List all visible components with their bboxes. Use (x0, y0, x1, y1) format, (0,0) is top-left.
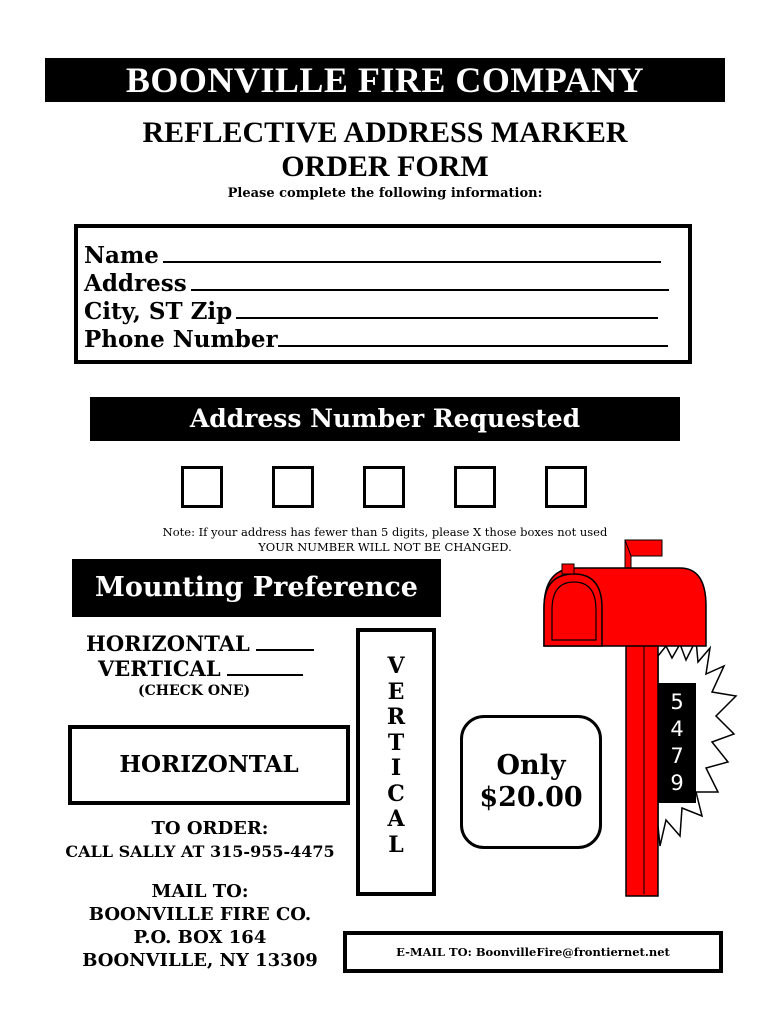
vertical-option-label: VERTICAL (98, 656, 221, 681)
mail-po-box: P.O. BOX 164 (133, 927, 267, 948)
price-only: Only (496, 750, 566, 781)
form-title-line1: REFLECTIVE ADDRESS MARKER (142, 116, 628, 149)
mailbox-post (626, 640, 658, 896)
phone-field[interactable] (278, 327, 668, 347)
vertical-letter: V (387, 653, 405, 679)
sample-digit: 9 (670, 771, 684, 795)
horizontal-sample: HORIZONTAL (68, 725, 350, 805)
check-one-note: (CHECK ONE) (138, 683, 251, 699)
digits-note-warning: YOUR NUMBER WILL NOT BE CHANGED. (258, 540, 512, 554)
sample-digit: 7 (670, 744, 684, 768)
address-row (84, 270, 688, 298)
vertical-letter: C (387, 780, 405, 807)
address-field[interactable] (191, 271, 669, 291)
sample-digit: 4 (670, 717, 684, 741)
digit-box-2[interactable] (272, 466, 314, 508)
name-label: Name (84, 242, 159, 269)
mail-name: BOONVILLE FIRE CO. (88, 904, 312, 925)
vertical-option (98, 656, 303, 681)
sample-digit: 5 (670, 690, 684, 714)
city-field[interactable] (236, 299, 658, 319)
vertical-letter: E (387, 678, 405, 705)
name-row (84, 242, 688, 270)
vertical-check-field[interactable] (227, 658, 303, 676)
address-number-heading: Address Number Requested (90, 397, 680, 441)
digit-box-5[interactable] (545, 466, 587, 508)
digit-box-3[interactable] (363, 466, 405, 508)
mounting-heading: Mounting Preference (72, 559, 441, 617)
vertical-letter: L (388, 831, 404, 858)
city-row (84, 298, 688, 326)
vertical-letter: R (386, 704, 406, 730)
mailbox-illustration (540, 536, 740, 906)
price-amount: $20.00 (479, 782, 583, 813)
digit-box-4[interactable] (454, 466, 496, 508)
to-order-label: TO ORDER: (151, 818, 269, 839)
name-field[interactable] (163, 243, 661, 263)
mailbox-flag (625, 540, 662, 556)
company-title-bar: BOONVILLE FIRE COMPANY (45, 58, 725, 102)
horizontal-option (86, 631, 314, 656)
customer-info-box (74, 224, 692, 364)
vertical-letter: A (387, 806, 405, 832)
vertical-letter: T (387, 729, 405, 756)
mail-city: BOONVILLE, NY 13309 (82, 950, 318, 971)
phone-label: Phone Number (84, 326, 278, 353)
horizontal-option-label: HORIZONTAL (86, 631, 250, 656)
form-title-line2: ORDER FORM (281, 150, 489, 183)
phone-row (84, 326, 688, 354)
horizontal-check-field[interactable] (256, 633, 314, 651)
vertical-sample (356, 628, 436, 896)
call-info: CALL SALLY AT 315-955-4475 (65, 842, 335, 861)
digits-note: Note: If your address has fewer than 5 digits, please X those boxes not used (162, 525, 608, 539)
email-box[interactable]: E-MAIL TO: BoonvilleFire@frontiernet.net (343, 931, 723, 973)
vertical-letter: I (390, 755, 402, 781)
mail-to-label: MAIL TO: (151, 881, 249, 902)
city-label: City, ST Zip (84, 298, 233, 325)
address-label: Address (84, 270, 187, 297)
address-number-sample (658, 683, 696, 803)
instructions-text: Please complete the following information: (227, 186, 543, 201)
digit-box-1[interactable] (181, 466, 223, 508)
